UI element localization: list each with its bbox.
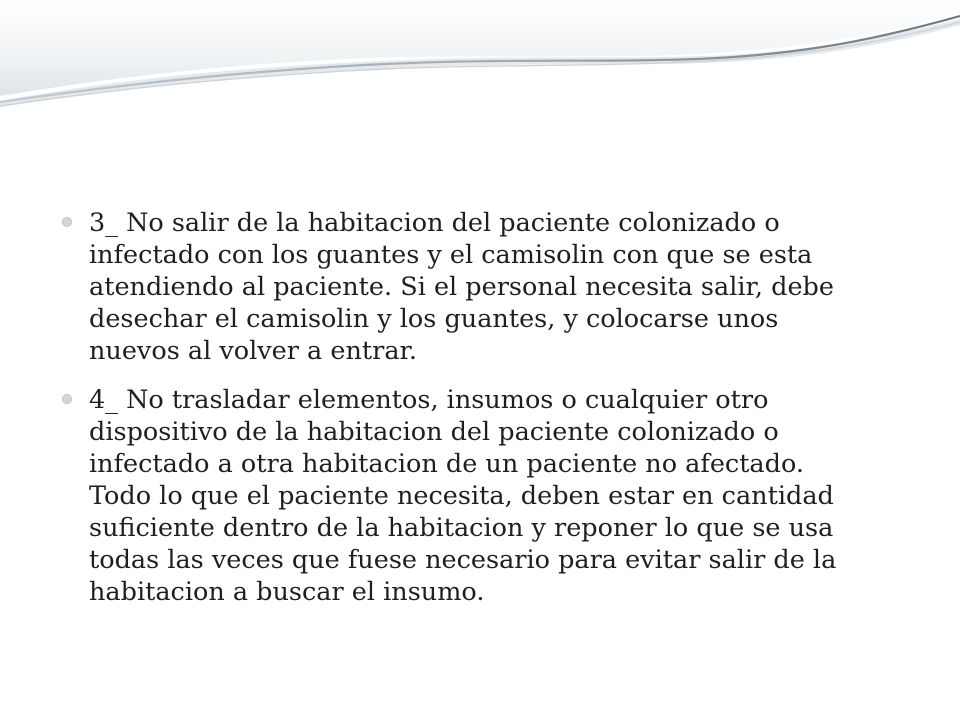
bullet-text-4: 4_ No trasladar elementos, insumos o cualquier otro dispositivo de la habitacion del paciente colonizado o infectado a otra habitacion de un paciente no afectado. Todo lo que el paciente necesita, deben estar en cantidad suficiente dentro de la habitacion y reponer lo que se usa todas las veces que fuese necesario para evitar salir de la habitacion a buscar el insumo. (89, 385, 837, 607)
slide-content (60, 207, 860, 625)
top-wave-banner (0, 0, 960, 120)
bullet-dot-icon (62, 217, 72, 227)
bullet-text-3: 3_ No salir de la habitacion del paciente colonizado o infectado con los guantes y el camisolin con que se esta atendiendo al paciente. Si el personal necesita salir, debe desechar el camisolin y los guantes, y colocarse unos nuevos al volver a entrar. (89, 208, 834, 366)
bullet-list (60, 207, 860, 608)
bullet-item-4 (60, 384, 860, 608)
bullet-item-3 (60, 207, 860, 367)
bullet-dot-icon (62, 394, 72, 404)
